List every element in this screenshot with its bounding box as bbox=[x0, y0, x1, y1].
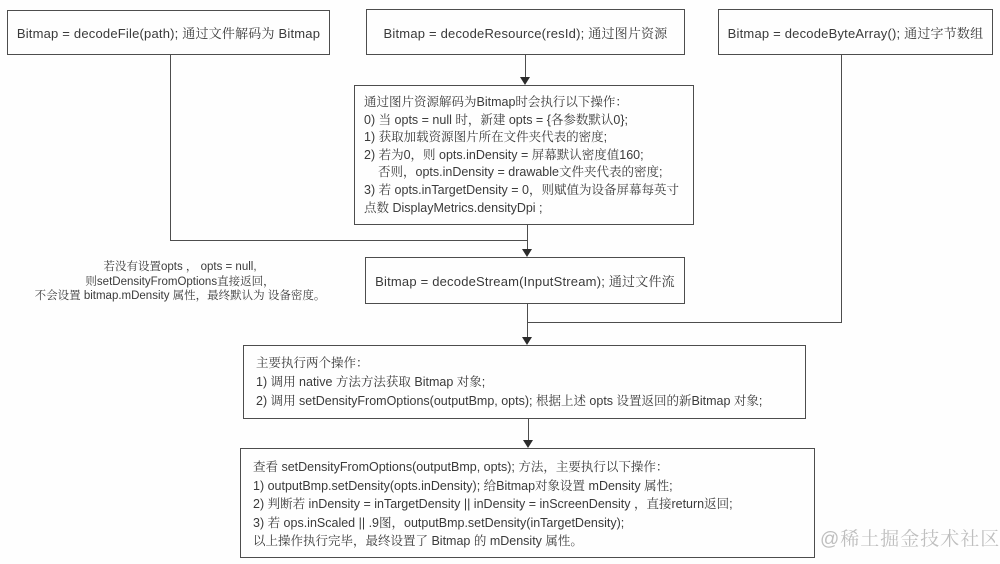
connector-stream-to-twoops bbox=[527, 304, 528, 338]
node-decode-resource-label: Bitmap = decodeResource(resId); 通过图片资源 bbox=[383, 25, 668, 41]
node-decode-stream-label: Bitmap = decodeStream(InputStream); 通过文件流 bbox=[375, 274, 675, 289]
connector-decodefile-horizontal bbox=[170, 240, 527, 241]
operation-line: 1) 调用 native 方法方法获取 Bitmap 对象; bbox=[256, 375, 486, 389]
annotation-line: 不会设置 bitmap.mDensity 属性，最终默认为 设备密度。 bbox=[34, 290, 326, 303]
node-decode-byte-array bbox=[718, 9, 993, 55]
step-line: 1) 获取加载资源图片所在文件夹代表的密度; bbox=[364, 130, 608, 145]
node-decode-stream bbox=[365, 257, 685, 304]
step-line: 点数 DisplayMetrics.densityDpi ; bbox=[364, 200, 543, 215]
node-decode-file-label: Bitmap = decodeFile(path); 通过文件解码为 Bitmap bbox=[16, 26, 321, 41]
node-resource-decode-steps bbox=[354, 85, 694, 225]
connector-twoops-to-setdensity bbox=[528, 419, 529, 441]
step-line: 通过图片资源解码为Bitmap时会执行以下操作： bbox=[364, 95, 628, 109]
connector-steps-to-stream bbox=[527, 225, 528, 250]
step-line: 3) 若 opts.inTargetDensity = 0，则赋值为设备屏幕每英寸 bbox=[364, 182, 680, 197]
arrowhead-down-icon bbox=[520, 77, 530, 85]
operation-line: 主要执行两个操作： bbox=[256, 356, 369, 370]
watermark: @稀土掘金技术社区 bbox=[820, 529, 1000, 550]
node-two-operations bbox=[243, 345, 806, 419]
setdensity-line: 以上操作执行完毕，最终设置了 Bitmap 的 mDensity 属性。 bbox=[253, 534, 583, 549]
node-decode-resource bbox=[366, 9, 685, 55]
connector-decoderesource-to-steps bbox=[525, 55, 526, 78]
annotation-line: 若没有设置opts ， opts = null, bbox=[103, 261, 257, 273]
connector-bytearray-horizontal bbox=[527, 322, 842, 323]
setdensity-line: 3) 若 ops.inScaled || .9图，outputBmp.setDensity(inTargetDensity); bbox=[253, 515, 625, 530]
setdensity-line: 1) outputBmp.setDensity(opts.inDensity); 给Bitmap对象设置 mDensity 属性; bbox=[253, 478, 673, 493]
step-line: 否则，opts.inDensity = drawable文件夹代表的密度; bbox=[378, 165, 663, 180]
connector-bytearray-vertical bbox=[841, 55, 842, 322]
arrowhead-down-icon bbox=[523, 440, 533, 448]
node-set-density-from-options bbox=[240, 448, 815, 558]
annotation-no-opts bbox=[25, 260, 335, 304]
arrowhead-down-icon bbox=[522, 249, 532, 257]
step-line: 2) 若为0，则 opts.inDensity = 屏幕默认密度值160; bbox=[364, 147, 644, 162]
arrowhead-down-icon bbox=[522, 337, 532, 345]
node-decode-file bbox=[7, 10, 330, 55]
setdensity-line: 查看 setDensityFromOptions(outputBmp, opts); 方法，主要执行以下操作： bbox=[253, 460, 669, 474]
operation-line: 2) 调用 setDensityFromOptions(outputBmp, opts); 根据上述 opts 设置返回的新Bitmap 对象; bbox=[256, 394, 763, 408]
node-decode-byte-array-label: Bitmap = decodeByteArray(); 通过字节数组 bbox=[727, 25, 984, 41]
setdensity-line: 2) 判断若 inDensity = inTargetDensity || inDensity = inScreenDensity ，直接return返回; bbox=[253, 497, 733, 512]
annotation-line: 则setDensityFromOptions直接返回， bbox=[85, 275, 275, 288]
step-line: 0) 当 opts = null 时，新建 opts = {各参数默认0}; bbox=[364, 112, 628, 127]
connector-decodefile-vertical bbox=[170, 55, 171, 240]
